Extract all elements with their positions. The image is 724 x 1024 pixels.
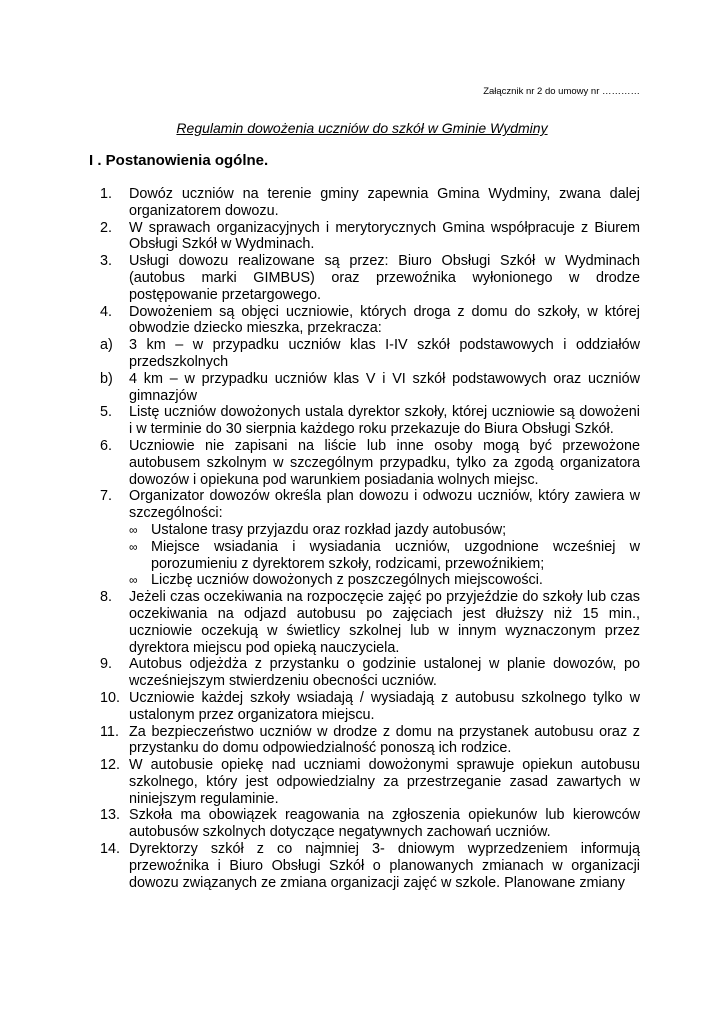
item-number: 14. bbox=[100, 841, 121, 858]
list-item bbox=[100, 337, 640, 371]
item-text: W autobusie opiekę nad uczniami dowożonymi sprawuje opiekun autobusu szkolnego, który jest odpowiedzialny za przestrzeganie zasad zawartych w niniejszym regulaminie. bbox=[129, 757, 640, 807]
item-number: a) bbox=[100, 337, 113, 354]
list-item bbox=[100, 656, 640, 690]
list-item bbox=[100, 186, 640, 220]
list-item bbox=[100, 757, 640, 807]
item-number: 5. bbox=[100, 404, 113, 421]
item-number: 8. bbox=[100, 589, 113, 606]
item-number: 7. bbox=[100, 488, 113, 505]
item-number: 3. bbox=[100, 253, 113, 270]
item-text: Autobus odjeżdża z przystanku o godzinie ustalonej w planie dowozów, po wcześniejszym stwierdzeniu obecności uczniów. bbox=[129, 656, 640, 690]
infinity-bullet-icon: ∞ bbox=[129, 522, 138, 537]
bullet-text: Liczbę uczniów dowożonych z poszczególnych miejscowości. bbox=[151, 572, 543, 589]
item-text: Usługi dowozu realizowane są przez: Biuro Obsługi Szkół w Wydminach (autobus marki GIMBUS) oraz przewoźnika wyłonionego w drodze postępowanie przetargowego. bbox=[129, 253, 640, 303]
item-text: Dowożeniem są objęci uczniowie, których droga z domu do szkoły, w której obwodzie dziecko mieszka, przekracza: bbox=[129, 303, 640, 337]
list-item bbox=[100, 220, 640, 254]
list-item bbox=[100, 438, 640, 488]
item-number: 9. bbox=[100, 656, 113, 673]
bullet-text: Ustalone trasy przyjazdu oraz rozkład jazdy autobusów; bbox=[151, 521, 507, 538]
item-text: W sprawach organizacyjnych i merytorycznych Gmina współpracuje z Biurem Obsługi Szkół w Wydminach. bbox=[129, 219, 640, 253]
item-text: Dyrektorzy szkół z co najmniej 3- dniowym wyprzedzeniem informują przewoźnika i Biuro Obsługi Szkół o planowanych zmianach w organizacji dowozu związanych ze zmiana organizacji zajęć w szkole. Planowane zmiany bbox=[129, 841, 640, 891]
item-number: 11. bbox=[100, 723, 119, 740]
list-item bbox=[100, 841, 640, 891]
item-text: Szkoła ma obowiązek reagowania na zgłoszenia opiekunów lub kierowców autobusów szkolnych dotyczące negatywnych zachowań uczniów. bbox=[129, 807, 640, 841]
bullet-item bbox=[100, 522, 640, 539]
annex-note: Załącznik nr 2 do umowy nr ………… bbox=[483, 86, 640, 97]
bullet-text: Miejsce wsiadania i wysiadania uczniów, uzgodnione wcześniej w porozumieniu z dyrektorem szkoły, rodzicami, przewoźnikiem; bbox=[151, 538, 640, 572]
item-text: Listę uczniów dowożonych ustala dyrektor szkoły, której uczniowie są dowożeni i w terminie do 30 sierpnia każdego roku przekazuje do Biura Obsługi Szkół. bbox=[129, 404, 640, 438]
list-item bbox=[100, 304, 640, 338]
item-number: 1. bbox=[100, 186, 113, 202]
item-text: 4 km – w przypadku uczniów klas V i VI szkół podstawowych oraz uczniów gimnazjów bbox=[129, 370, 640, 404]
regulation-list bbox=[100, 186, 640, 891]
item-number: 10. bbox=[100, 689, 121, 706]
item-text: Uczniowie nie zapisani na liście lub inne osoby mogą być przewożone autobusem szkolnym w szczególnym przypadku, tylko za zgodą organizatora dowozów i opiekuna pod warunkiem posiadania wolnych miejsc. bbox=[129, 437, 640, 488]
item-number: 6. bbox=[100, 437, 113, 454]
infinity-bullet-icon: ∞ bbox=[129, 539, 138, 554]
item-number: 2. bbox=[100, 219, 113, 236]
item-number: 12. bbox=[100, 757, 121, 774]
list-item bbox=[100, 371, 640, 405]
list-item bbox=[100, 724, 640, 758]
infinity-bullet-icon: ∞ bbox=[129, 573, 138, 588]
list-item bbox=[100, 589, 640, 656]
list-item bbox=[100, 404, 640, 438]
item-number: 4. bbox=[100, 303, 113, 320]
list-item bbox=[100, 488, 640, 522]
item-number: 13. bbox=[100, 807, 121, 824]
item-number: b) bbox=[100, 370, 113, 387]
item-text: Organizator dowozów określa plan dowozu i odwozu uczniów, który zawiera w szczególności: bbox=[129, 488, 640, 522]
list-item bbox=[100, 690, 640, 724]
list-item bbox=[100, 253, 640, 303]
item-text: 3 km – w przypadku uczniów klas I-IV szkół podstawowych i oddziałów przedszkolnych bbox=[129, 337, 640, 370]
item-text: Za bezpieczeństwo uczniów w drodze z domu na przystanek autobusu oraz z przystanku do domu odpowiedzialność ponoszą ich rodzice. bbox=[129, 723, 640, 757]
item-text: Dowóz uczniów na terenie gminy zapewnia Gmina Wydminy, zwana dalej organizatorem dowozu. bbox=[129, 186, 640, 219]
bullet-item bbox=[100, 572, 640, 589]
section-heading: I . Postanowienia ogólne. bbox=[89, 152, 269, 169]
item-text: Uczniowie każdej szkoły wsiadają / wysiadają z autobusu szkolnego tylko w ustalonym przez organizatora miejscu. bbox=[129, 689, 640, 723]
list-item bbox=[100, 807, 640, 841]
document-title: Regulamin dowożenia uczniów do szkół w Gminie Wydminy bbox=[176, 120, 548, 136]
bullet-item bbox=[100, 539, 640, 573]
item-text: Jeżeli czas oczekiwania na rozpoczęcie zajęć po przyjeździe do szkoły lub czas oczekiwania na odjazd autobusu po zajęciach jest dłuższy niż 15 min., uczniowie oczekują w świetlicy szkolnej lub w innym wyznaczonym przez dyrektora miejscu pod opieką nauczyciela. bbox=[129, 589, 640, 656]
